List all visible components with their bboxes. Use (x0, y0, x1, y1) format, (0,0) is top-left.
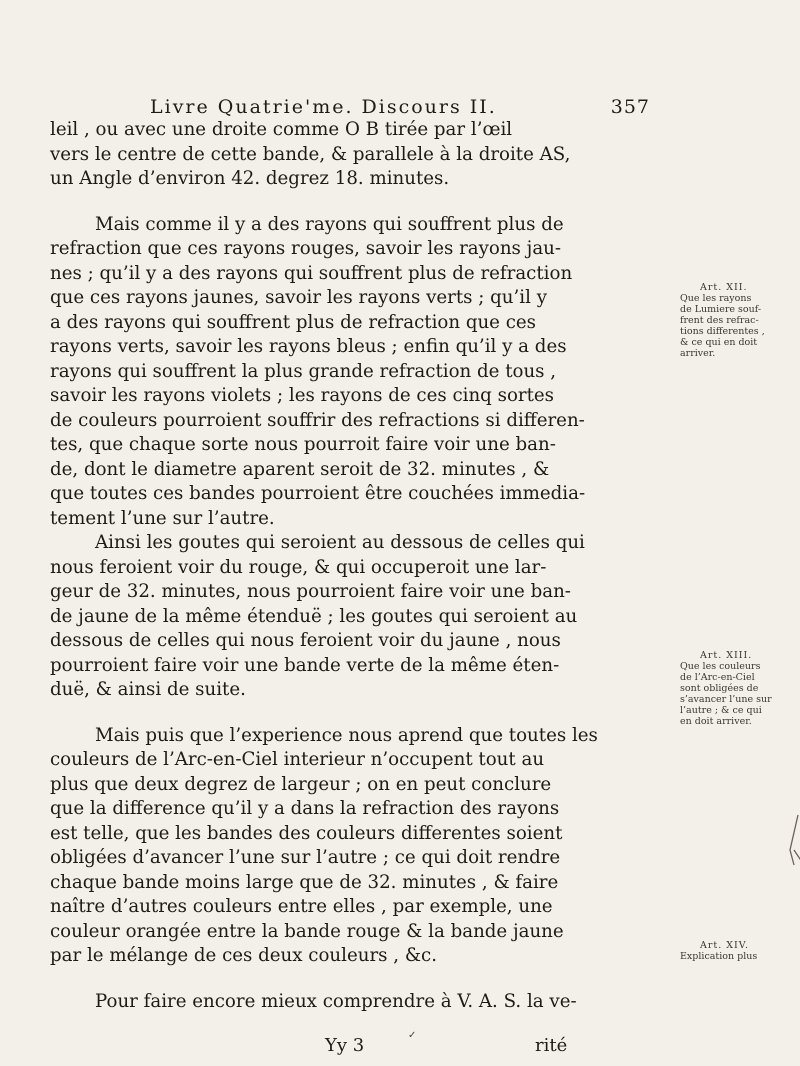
margin-note-line: arriver. (680, 348, 716, 359)
margin-note-art-12 (680, 282, 792, 359)
paragraph-gap (50, 703, 625, 724)
text-line: que toutes ces bandes pourroient être couchées immedia- (50, 483, 586, 504)
margin-note-heading: Art. XII. (700, 282, 748, 293)
text-line: obligées d’avancer l’une sur l’autre ; ce qui doit rendre (50, 847, 561, 868)
margin-note-line: en doit arriver. (680, 716, 752, 727)
ink-speck: ✓ (408, 1030, 417, 1041)
paragraph-gap (50, 192, 625, 213)
signature-mark: Yy 3 (325, 1035, 365, 1056)
text-line: par le mélange de ces deux couleurs , &c. (50, 945, 437, 966)
running-header (150, 96, 650, 120)
margin-note-line: s’avancer l’une sur (680, 694, 772, 705)
page-number: 357 (610, 96, 650, 118)
margin-note-art-14 (680, 940, 792, 962)
paragraph-gap (50, 969, 625, 990)
text-line: de couleurs pourroient souffrir des refractions si differen- (50, 409, 585, 431)
margin-note-heading: Art. XIII. (700, 650, 753, 661)
text-line: de, dont le diametre aparent seroit de 32. minutes , & (50, 458, 550, 480)
text-line: Mais comme il y a des rayons qui souffrent plus de (95, 213, 564, 235)
margin-note-line: Que les rayons (680, 293, 752, 304)
paper-edge-mark (768, 810, 800, 870)
text-line: dessous de celles qui nous feroient voir du jaune , nous (50, 630, 561, 651)
margin-note-line: frent des refrac- (680, 315, 759, 326)
text-line: est telle, que les bandes des couleurs differentes soient (50, 822, 563, 844)
text-line: couleur orangée entre la bande rouge & la bande jaune (50, 920, 564, 942)
text-line: geur de 32. minutes, nous pourroient faire voir une ban- (50, 581, 571, 602)
margin-note-heading: Art. XIV. (700, 940, 749, 951)
text-line: leil , ou avec une droite comme O B tirée par l’œil (50, 119, 513, 140)
text-line: un Angle d’environ 42. degrez 18. minutes. (50, 168, 450, 189)
text-line: vers le centre de cette bande, & parallele à la droite AS, (50, 143, 571, 165)
margin-note-line: tions differentes , (680, 326, 765, 337)
text-line: naître d’autres couleurs entre elles , par exemple, une (50, 896, 553, 917)
text-line: rayons qui souffrent la plus grande refraction de tous , (50, 360, 557, 382)
text-line: Pour faire encore mieux comprendre à V. A. S. la ve- (95, 990, 577, 1012)
text-line: que ces rayons jaunes, savoir les rayons verts ; qu’il y (50, 287, 547, 308)
text-line: Mais puis que l’experience nous aprend que toutes les (95, 724, 598, 746)
margin-note-line: Explication plus (680, 951, 758, 962)
margin-note-line: de Lumiere souf- (680, 304, 762, 315)
text-line: couleurs de l’Arc-en-Ciel interieur n’occupent tout au (50, 749, 545, 770)
text-line: savoir les rayons violets ; les rayons de ces cinq sortes (50, 385, 554, 406)
margin-note-line: Que les couleurs (680, 661, 761, 672)
text-line: chaque bande moins large que de 32. minutes , & faire (50, 871, 559, 893)
text-line: plus que deux degrez de largeur ; on en peut conclure (50, 773, 552, 795)
text-line: pourroient faire voir une bande verte de la même éten- (50, 654, 560, 676)
body-text (50, 118, 625, 1014)
margin-note-line: de l’Arc-en-Ciel (680, 672, 755, 683)
text-line: refraction que ces rayons rouges, savoir les rayons jau- (50, 238, 562, 259)
running-title: Livre Quatrie'me. Discours II. (150, 96, 497, 118)
text-line: nous feroient voir du rouge, & qui occuperoit une lar- (50, 556, 547, 578)
margin-note-art-13 (680, 650, 792, 727)
text-line: tes, que chaque sorte nous pourroit faire voir une ban- (50, 434, 556, 455)
margin-note-line: l’autre ; & ce qui (680, 705, 762, 716)
margin-note-line: & ce qui en doit (680, 337, 758, 348)
catchword: rité (535, 1035, 568, 1056)
text-line: duë, & ainsi de suite. (50, 679, 246, 700)
margin-note-line: sont obligées de (680, 683, 759, 694)
text-line: Ainsi les goutes qui seroient au dessous de celles qui (95, 532, 585, 553)
text-line: tement l’une sur l’autre. (50, 507, 275, 529)
text-line: nes ; qu’il y a des rayons qui souffrent plus de refraction (50, 262, 573, 284)
text-line: de jaune de la même étenduë ; les goutes qui seroient au (50, 605, 578, 627)
text-line: a des rayons qui souffrent plus de refraction que ces (50, 311, 537, 333)
text-line: que la difference qu’il y a dans la refraction des rayons (50, 798, 560, 819)
text-line: rayons verts, savoir les rayons bleus ; enfin qu’il y a des (50, 336, 567, 357)
